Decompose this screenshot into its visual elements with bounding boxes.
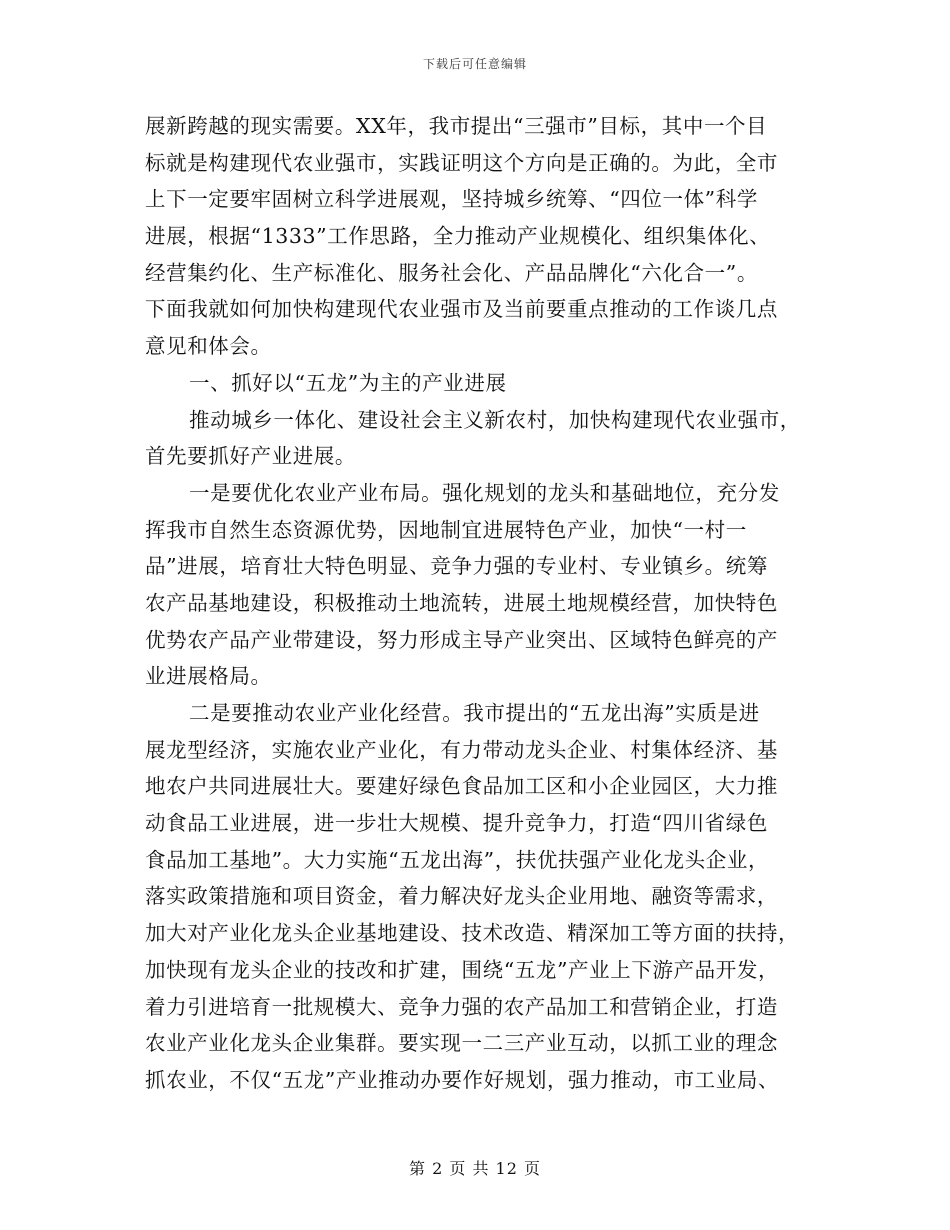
- text-line: 推动城乡一体化、建设社会主义新农村，加快构建现代农业强市，: [189, 407, 801, 432]
- text-line: 农产品基地建设，积极推动土地流转，进展土地规模经营，加快特色: [145, 590, 778, 615]
- text-line: 展新跨越的现实需要。XX年，我市提出“三强市”目标，其中一个目: [145, 114, 768, 138]
- text-line: 标就是构建现代农业强市，实践证明这个方向是正确的。为此，全市: [145, 150, 778, 175]
- text-line: 抓农业，不仅“五龙”产业推动办要作好规划，强力推动，市工业局、: [145, 1067, 780, 1092]
- page-number: 第 2 页 共 12 页: [409, 1159, 541, 1178]
- text-line: 意见和体会。: [145, 334, 272, 359]
- text-line: 经营集约化、生产标准化、服务社会化、产品品牌化“六化合一”。: [145, 260, 758, 285]
- text-line: 着力引进培育一批规模大、竞争力强的农产品加工和营销企业，打造: [145, 994, 778, 1019]
- text-line: 落实政策措施和项目资金，着力解决好龙头企业用地、融资等需求，: [145, 884, 778, 909]
- text-line: 食品加工基地”。大力实施“五龙出海”，扶优扶强产业化龙头企业，: [145, 847, 770, 872]
- text-line: 展龙型经济，实施农业产业化，有力带动龙头企业、村集体经济、基: [145, 737, 778, 762]
- text-line: 进展，根据“1333”工作思路，全力推动产业规模化、组织集体化、: [145, 224, 771, 249]
- text-line: 下面我就如何加快构建现代农业强市及当前要重点推动的工作谈几点: [145, 297, 778, 322]
- document-body: [145, 108, 805, 1099]
- text-line: 地农户共同进展壮大。要建好绿色食品加工区和小企业园区，大力推: [145, 774, 778, 799]
- text-line: 优势农产品产业带建设，努力形成主导产业突出、区域特色鲜亮的产: [145, 627, 778, 652]
- text-line: 业进展格局。: [145, 664, 272, 689]
- text-line: 二是要推动农业产业化经营。我市提出的“五龙出海”实质是进: [189, 701, 760, 725]
- text-line: 一是要优化农业产业布局。强化规划的龙头和基础地位，充分发: [189, 480, 780, 505]
- text-line: 农业产业化龙头企业集群。要实现一二三产业互动，以抓工业的理念: [145, 1031, 778, 1056]
- section-heading: 一、抓好以“五龙”为主的产业进展: [189, 370, 507, 395]
- text-line: 上下一定要牢固树立科学进展观，坚持城乡统筹、“四位一体”科学: [145, 187, 758, 212]
- text-line: 加大对产业化龙头企业基地建设、技术改造、精深加工等方面的扶持，: [145, 921, 800, 946]
- text-line: 动食品工业进展，进一步壮大规模、提升竞争力，打造“四川省绿色: [145, 811, 768, 836]
- text-line: 首先要抓好产业进展。: [145, 444, 356, 469]
- text-line: 品”进展，培育壮大特色明显、竞争力强的专业村、专业镇乡。统筹: [145, 554, 768, 579]
- text-line: 挥我市自然生态资源优势，因地制宜进展特色产业，加快“一村一: [145, 517, 747, 542]
- text-line: 加快现有龙头企业的技改和扩建，围绕“五龙”产业上下游产品开发，: [145, 957, 780, 982]
- page-header-note: 下载后可任意编辑: [422, 57, 527, 71]
